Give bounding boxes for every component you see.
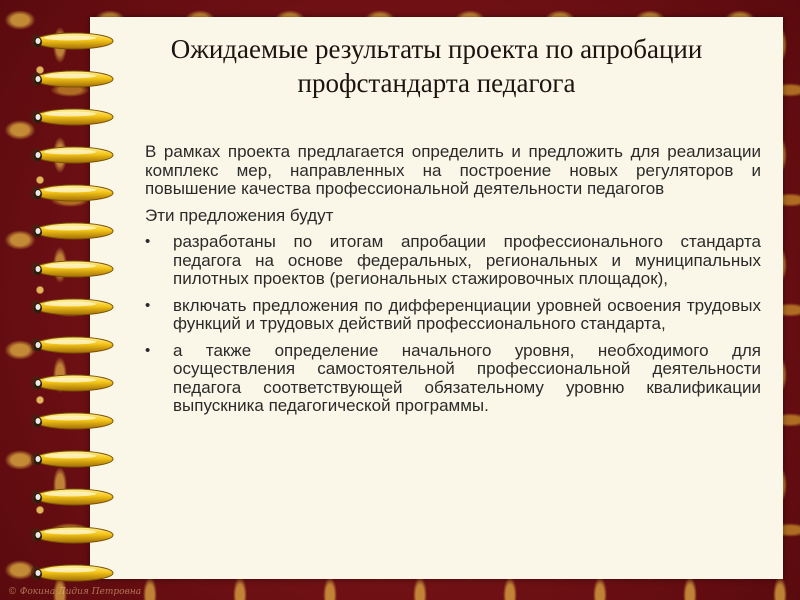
slide-title-line-1: Ожидаемые результаты проекта по апробации: [170, 34, 703, 64]
binder-ring-icon: [30, 30, 114, 52]
bullet-list: [145, 233, 761, 416]
bullet-item: [145, 297, 761, 334]
author-watermark: © Фокина Лидия Петровна: [8, 587, 142, 597]
lead-text: Эти предложения будут: [145, 205, 334, 225]
slide-body: [145, 143, 761, 424]
binder-ring-icon: [30, 334, 114, 356]
binder-ring-icon: [30, 296, 114, 318]
intro-paragraph: В рамках проекта предлагается определить и предложить для реализации комплекс мер, направленных на построение новых регуляторов и повышение качества профессиональной деятельности педагогов: [145, 142, 761, 198]
bullet-text: включать предложения по дифференциации уровней освоения трудовых функций и трудовых действий профессионального стандарта,: [173, 295, 761, 333]
bullet-icon: •: [145, 296, 151, 314]
binder-ring-icon: [30, 562, 114, 584]
slide-title-line-2: профстандарта педагога: [297, 68, 576, 98]
binder-ring-icon: [30, 448, 114, 470]
bullet-text: разработаны по итогам апробации профессионального стандарта педагога на основе федеральных, региональных и муниципальных пилотных проектов (региональных стажировочных площадок),: [173, 232, 761, 288]
binder-ring-icon: [30, 258, 114, 280]
bullet-item: [145, 342, 761, 416]
binder-ring-icon: [30, 68, 114, 90]
binder-ring-icon: [30, 182, 114, 204]
binder-ring-icon: [30, 144, 114, 166]
binder-ring-icon: [30, 410, 114, 432]
bullet-text: а также определение начального уровня, необходимого для осуществления самостоятельной профессиональной деятельности педагога соответствующей обязательному уровню квалификации выпускника педагогической программы.: [173, 340, 761, 415]
slide-card: [90, 17, 783, 579]
binder-ring-icon: [30, 486, 114, 508]
binder-ring-icon: [30, 372, 114, 394]
binder-ring-icon: [30, 524, 114, 546]
bullet-item: [145, 233, 761, 289]
binder-ring-icon: [30, 220, 114, 242]
slide-title: [90, 32, 783, 100]
bullet-icon: •: [145, 233, 151, 250]
bullet-icon: •: [145, 341, 151, 359]
binder-ring-icon: [30, 106, 114, 128]
binder-rings: [0, 0, 130, 600]
